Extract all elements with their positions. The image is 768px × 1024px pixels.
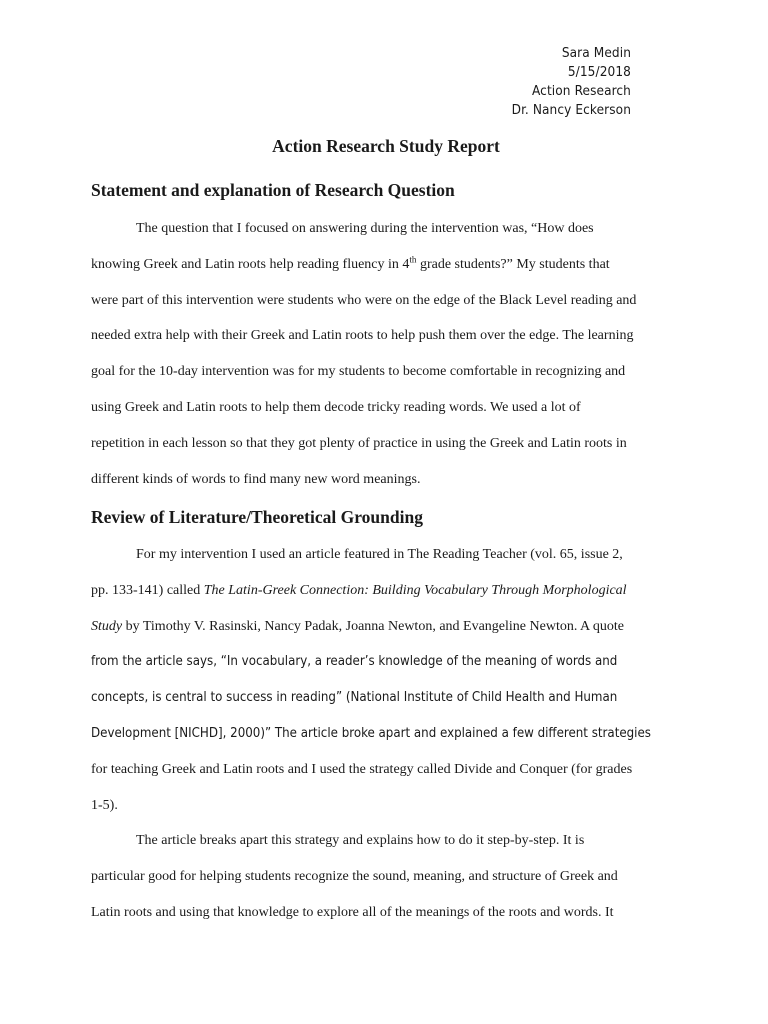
paragraph-line: goal for the 10-day intervention was for my students to become comfortable in recognizing and (91, 364, 626, 380)
paragraph-line: concepts, is central to success in reading” (National Institute of Child Health and Human (91, 690, 618, 706)
paragraph-line: For my intervention I used an article featured in The Reading Teacher (vol. 65, issue 2, (136, 547, 623, 562)
paragraph-line (91, 573, 681, 609)
text-run: knowing Greek and Latin roots help reading fluency in 4 (91, 256, 410, 272)
paragraph-line: The article breaks apart this strategy and explains how to do it step-by-step. It is (136, 833, 585, 849)
paragraph-line: particular good for helping students recognize the sound, meaning, and structure of Greek and (91, 869, 618, 885)
paragraph-line: 1-5). (91, 797, 118, 813)
author-name: Sara Medin (561, 45, 631, 61)
paragraph-line: from the article says, “In vocabulary, a reader’s knowledge of the meaning of words and (91, 654, 618, 670)
paragraph-line: using Greek and Latin roots to help them decode tricky reading words. We used a lot of (91, 399, 581, 415)
paragraph-line (91, 609, 681, 645)
paragraph-line: Latin roots and using that knowledge to explore all of the meanings of the roots and words. It (91, 904, 614, 920)
text-run: pp. 133-141) called (91, 582, 204, 598)
text-run: grade students?” My students that (416, 256, 610, 272)
paragraph-line: needed extra help with their Greek and Latin roots to help push them over the edge. The learning (91, 328, 634, 344)
paragraph-line: Development [NICHD], 2000)” The article broke apart and explained a few different strategies (91, 725, 651, 741)
paragraph-literature-review (91, 537, 681, 931)
paragraph-line: for teaching Greek and Latin roots and I used the strategy called Divide and Conquer (for grades (91, 761, 633, 777)
document-date: 5/15/2018 (567, 64, 631, 80)
paragraph-line: The question that I focused on answering during the intervention was, “How does (136, 221, 594, 236)
article-title: The Latin-Greek Connection: Building Vocabulary Through Morphological (203, 582, 627, 598)
course-name: Action Research (532, 83, 631, 99)
section-heading-research-question: Statement and explanation of Research Question (91, 180, 455, 200)
paragraph-line: repetition in each lesson so that they got plenty of practice in using the Greek and Latin roots in (91, 435, 627, 451)
section-heading-literature-review: Review of Literature/Theoretical Grounding (91, 507, 423, 527)
instructor-name: Dr. Nancy Eckerson (511, 102, 631, 118)
paragraph-research-question (91, 211, 681, 497)
article-title: Study (91, 618, 123, 634)
document-title: Action Research Study Report (272, 136, 500, 156)
text-run: by Timothy V. Rasinski, Nancy Padak, Joanna Newton, and Evangeline Newton. A quote (122, 618, 624, 634)
superscript: th (409, 254, 417, 265)
paragraph-line: were part of this intervention were students who were on the edge of the Black Level reading and (91, 292, 637, 308)
document-header (512, 44, 631, 120)
paragraph-line (91, 247, 681, 283)
paragraph-line: different kinds of words to find many new word meanings. (91, 471, 421, 487)
